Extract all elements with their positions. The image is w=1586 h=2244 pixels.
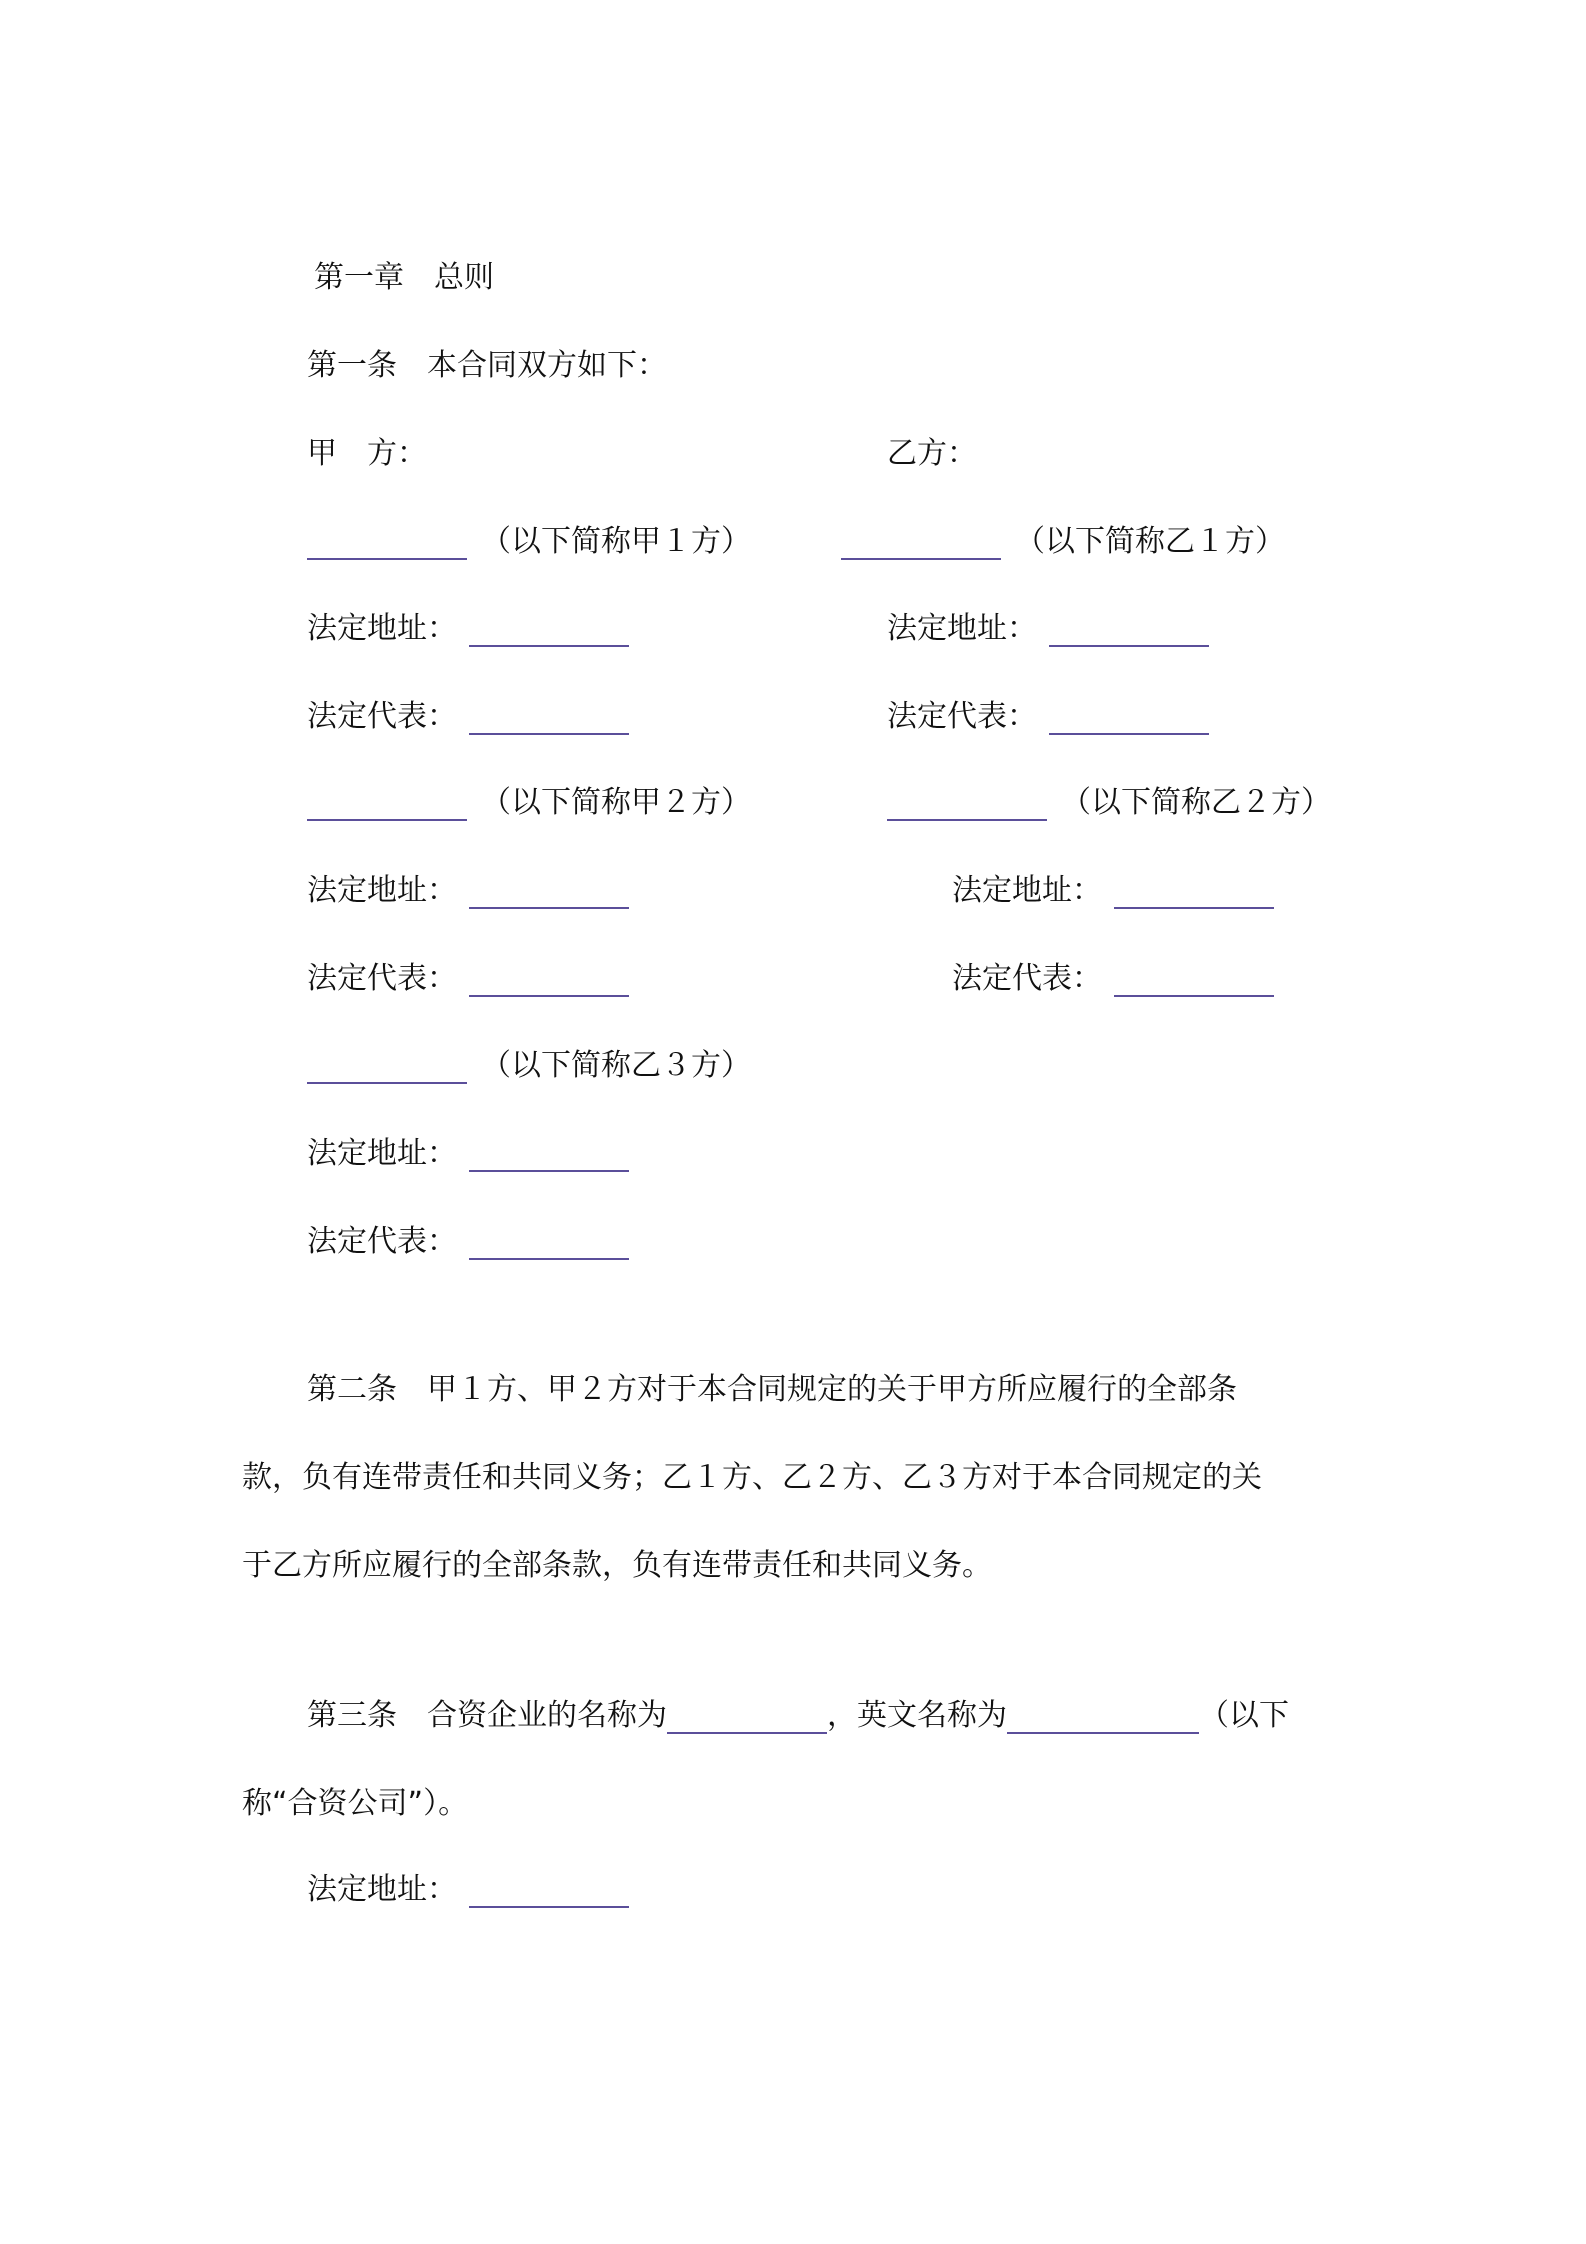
b3-name-field[interactable] <box>307 1056 467 1084</box>
label: 法定地址： <box>307 1136 457 1171</box>
a2-row <box>307 785 751 821</box>
b3-representative <box>307 1224 629 1260</box>
party-a-label: 甲 方： <box>307 436 427 471</box>
label: 法定代表： <box>307 1224 457 1259</box>
b3-address-field[interactable] <box>469 1144 629 1172</box>
article2-line1: 第二条 甲１方、甲２方对于本合同规定的关于甲方所应履行的全部条 <box>307 1372 1237 1407</box>
a2-representative <box>307 961 629 997</box>
label: 法定地址： <box>307 611 457 646</box>
company-address-field[interactable] <box>469 1880 629 1908</box>
b3-address <box>307 1136 629 1172</box>
a1-alias: （以下简称甲１方） <box>481 524 751 559</box>
label: 法定代表： <box>887 699 1037 734</box>
a2-address <box>307 873 629 909</box>
label: 法定代表： <box>307 961 457 996</box>
party-b-label: 乙方： <box>887 436 977 471</box>
a1-representative-field[interactable] <box>469 707 629 735</box>
article3-line1 <box>307 1698 1289 1734</box>
a1-address-field[interactable] <box>469 619 629 647</box>
b2-representative-field[interactable] <box>1114 969 1274 997</box>
b2-alias: （以下简称乙２方） <box>1061 785 1331 820</box>
label: 法定代表： <box>307 699 457 734</box>
company-name-field[interactable] <box>667 1706 827 1734</box>
b1-representative <box>887 699 1209 735</box>
article3-text: ，英文名称为 <box>827 1698 1007 1733</box>
a1-representative <box>307 699 629 735</box>
b2-row <box>887 785 1331 821</box>
a2-address-field[interactable] <box>469 881 629 909</box>
b1-address <box>887 611 1209 647</box>
a1-name-field[interactable] <box>307 532 467 560</box>
label: 法定地址： <box>887 611 1037 646</box>
b1-address-field[interactable] <box>1049 619 1209 647</box>
b3-alias: （以下简称乙３方） <box>481 1048 751 1083</box>
label: 法定地址： <box>307 873 457 908</box>
english-name-field[interactable] <box>1007 1706 1199 1734</box>
b1-alias: （以下简称乙１方） <box>1015 524 1285 559</box>
a2-name-field[interactable] <box>307 793 467 821</box>
b2-name-field[interactable] <box>887 793 1047 821</box>
article3-line2: 称“合资公司”）。 <box>242 1786 469 1821</box>
b2-representative <box>952 961 1274 997</box>
b2-address <box>952 873 1274 909</box>
b3-row <box>307 1048 751 1084</box>
b3-representative-field[interactable] <box>469 1232 629 1260</box>
article3-text: （以下 <box>1199 1698 1289 1733</box>
article1-heading: 第一条 本合同双方如下： <box>307 348 667 383</box>
b1-representative-field[interactable] <box>1049 707 1209 735</box>
article2-line3: 于乙方所应履行的全部条款，负有连带责任和共同义务。 <box>242 1548 992 1583</box>
chapter-title: 第一章 总则 <box>314 260 494 295</box>
a1-address <box>307 611 629 647</box>
a1-row <box>307 524 751 560</box>
label: 法定地址： <box>307 1872 457 1907</box>
b1-name-field[interactable] <box>841 532 1001 560</box>
a2-representative-field[interactable] <box>469 969 629 997</box>
article2-line2: 款，负有连带责任和共同义务；乙１方、乙２方、乙３方对于本合同规定的关 <box>242 1460 1262 1495</box>
label: 法定代表： <box>952 961 1102 996</box>
label: 法定地址： <box>952 873 1102 908</box>
b2-address-field[interactable] <box>1114 881 1274 909</box>
company-address <box>307 1872 629 1908</box>
a2-alias: （以下简称甲２方） <box>481 785 751 820</box>
b1-row <box>841 524 1285 560</box>
article3-text: 第三条 合资企业的名称为 <box>307 1698 667 1733</box>
